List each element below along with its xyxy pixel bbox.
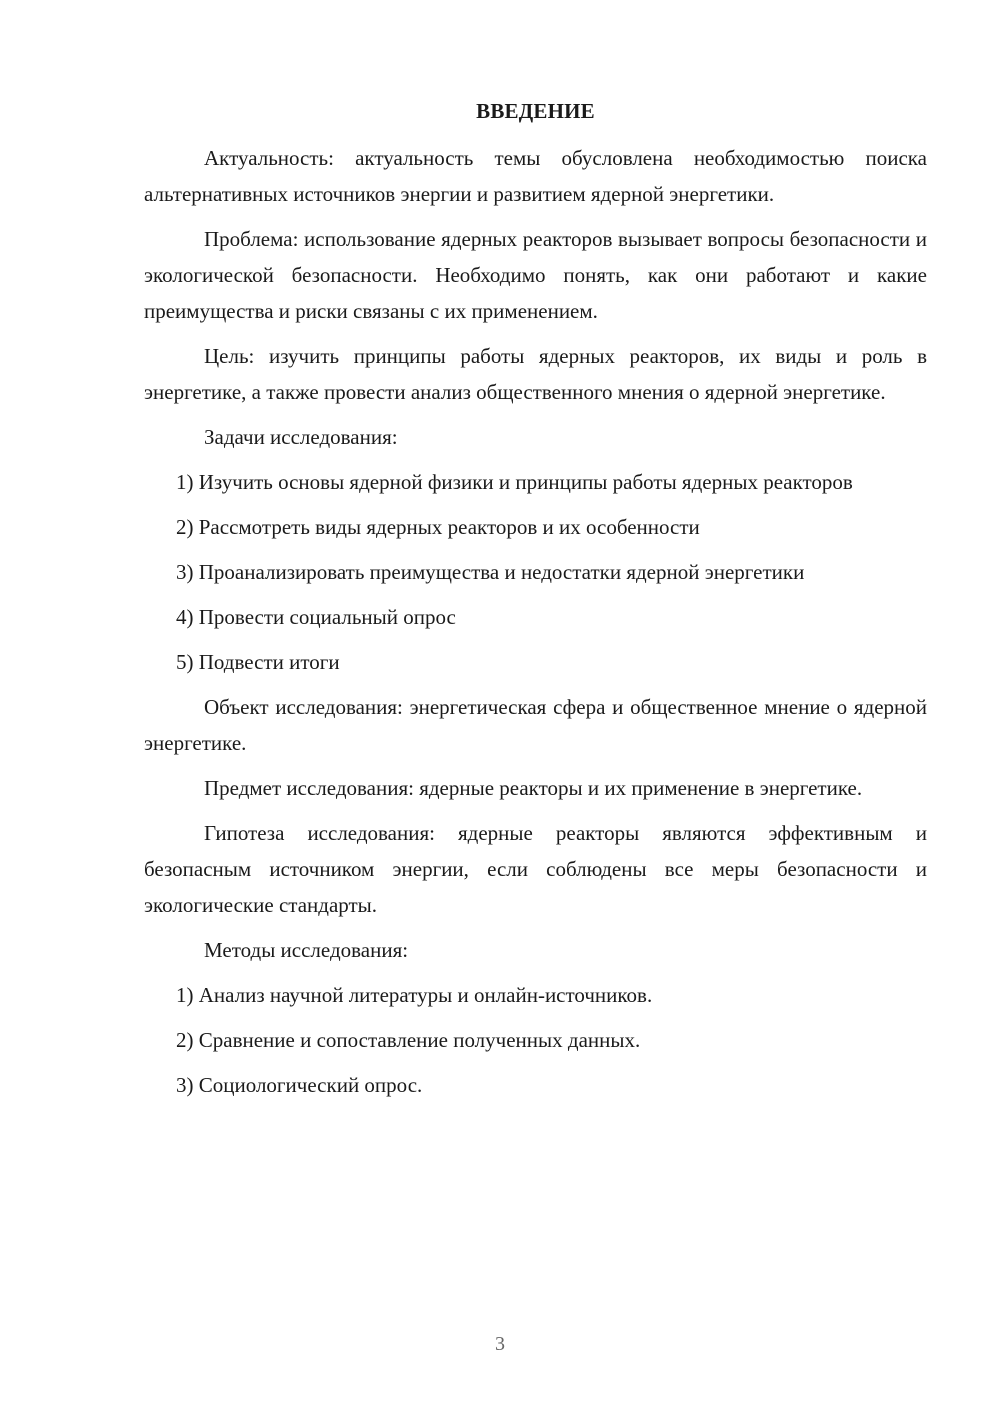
task-item: 1) Изучить основы ядерной физики и принципы работы ядерных реакторов <box>176 470 853 494</box>
page-title: ВВЕДЕНИЕ <box>476 99 595 123</box>
method-item: 1) Анализ научной литературы и онлайн-источников. <box>176 983 653 1007</box>
relevance-paragraph: Актуальность: актуальность темы обусловлена необходимостью поиска альтернативных источников энергии и развитием ядерной энергетики. <box>144 146 927 206</box>
method-item: 3) Социологический опрос. <box>176 1073 423 1097</box>
page-number: 3 <box>495 1333 505 1355</box>
problem-paragraph: Проблема: использование ядерных реакторов вызывает вопросы безопасности и экологической безопасности. Необходимо понять, как они работают и какие преимущества и риски связаны с их применением. <box>144 227 927 323</box>
goal-paragraph: Цель: изучить принципы работы ядерных реакторов, их виды и роль в энергетике, а также провести анализ общественного мнения о ядерной энергетике. <box>144 344 927 404</box>
tasks-heading: Задачи исследования: <box>204 425 398 449</box>
task-item: 2) Рассмотреть виды ядерных реакторов и их особенности <box>176 515 700 539</box>
methods-heading: Методы исследования: <box>204 938 409 962</box>
document-page <box>144 96 927 1112</box>
hypothesis-paragraph: Гипотеза исследования: ядерные реакторы являются эффективным и безопасным источником энергии, если соблюдены все меры безопасности и экологические стандарты. <box>144 821 927 917</box>
task-item: 3) Проанализировать преимущества и недостатки ядерной энергетики <box>176 560 805 584</box>
method-item: 2) Сравнение и сопоставление полученных данных. <box>176 1028 641 1052</box>
subject-paragraph: Предмет исследования: ядерные реакторы и их применение в энергетике. <box>204 776 863 800</box>
task-item: 4) Провести социальный опрос <box>176 605 456 629</box>
object-paragraph: Объект исследования: энергетическая сфера и общественное мнение о ядерной энергетике. <box>144 695 927 755</box>
task-item: 5) Подвести итоги <box>176 650 340 674</box>
